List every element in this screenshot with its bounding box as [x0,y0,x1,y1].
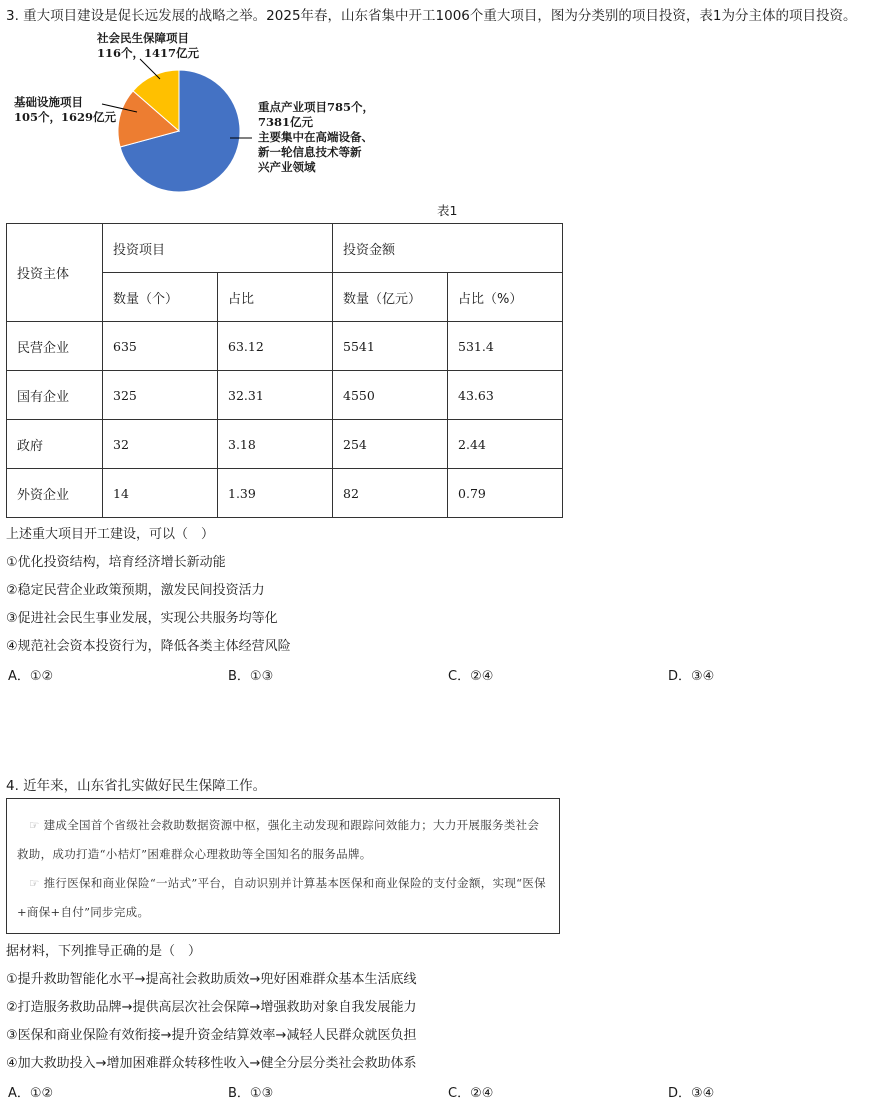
row-name: 国有企业 [7,371,103,420]
row-name: 外资企业 [7,469,103,518]
investment-table [6,223,563,518]
row-name: 民营企业 [7,322,103,371]
q4-option-2: ②打造服务救助品牌→提供高层次社会保障→增强救助对象自我发展能力 [6,1000,417,1015]
cell-count: 635 [103,322,218,371]
q3-option-2: ②稳定民营企业政策预期，激发民间投资活力 [6,583,265,598]
pointing-hand-icon: ☞ [29,818,40,832]
cell-share-pct: 2.44 [448,420,563,469]
leader-line-livelihood [140,59,160,79]
q4-choice-c[interactable]: C．②④ [448,1086,494,1101]
table-row [7,322,563,371]
q4-choice-b[interactable]: B．①③ [228,1086,274,1101]
q4-title: 4. 近年来，山东省扎实做好民生保障工作。 [6,778,267,794]
q3-choice-c[interactable]: C．②④ [448,669,494,684]
cell-count: 14 [103,469,218,518]
q4-option-4: ④加大救助投入→增加困难群众转移性收入→健全分层分类社会救助体系 [6,1056,417,1071]
q4-stem: 据材料，下列推导正确的是（ ） [6,944,202,959]
pie-label-livelihood: 社会民生保障项目 116个，1417亿元 [97,31,200,60]
q4-choice-a[interactable]: A．①② [8,1086,54,1101]
cell-money: 254 [333,420,448,469]
q3-option-4: ④规范社会资本投资行为，降低各类主体经营风险 [6,639,291,654]
cell-count: 325 [103,371,218,420]
cell-share: 32.31 [218,371,333,420]
header-count: 数量（个） [103,273,218,322]
q3-option-1: ①优化投资结构，培育经济增长新动能 [6,555,226,570]
header-money: 数量（亿元） [333,273,448,322]
q3-choice-a[interactable]: A．①② [8,669,54,684]
q4-option-1: ①提升救助智能化水平→提高社会救助质效→兜好困难群众基本生活底线 [6,972,417,987]
header-subject: 投资主体 [7,224,103,322]
q4-option-3: ③医保和商业保险有效衔接→提升资金结算效率→减轻人民群众就医负担 [6,1028,417,1043]
q3-choice-d[interactable]: D．③④ [668,669,715,684]
row-name: 政府 [7,420,103,469]
cell-share-pct: 43.63 [448,371,563,420]
header-share: 占比 [218,273,333,322]
q3-option-3: ③促进社会民生事业发展，实现公共服务均等化 [6,611,278,626]
table-row [7,469,563,518]
header-amount: 投资金额 [333,224,563,273]
material-paragraph-1: ☞ 建成全国首个省级社会救助数据资源中枢，强化主动发现和跟踪问效能力；大力开展服务类社会救助，成功打造“小桔灯”困难群众心理救助等全国知名的服务品牌。 [17,818,540,861]
table-row [7,420,563,469]
pointing-hand-icon: ☞ [29,876,40,890]
cell-money: 82 [333,469,448,518]
cell-money: 4550 [333,371,448,420]
table-row [7,371,563,420]
cell-share-pct: 0.79 [448,469,563,518]
q3-stem: 上述重大项目开工建设，可以（ ） [6,527,215,542]
material-box [6,798,560,934]
pie-label-infra: 基础设施项目 105个，1629亿元 [14,95,117,124]
cell-share-pct: 531.4 [448,322,563,371]
header-share-pct: 占比（%） [448,273,563,322]
cell-share: 1.39 [218,469,333,518]
table-caption: 表1 [437,203,458,218]
q4-choice-d[interactable]: D．③④ [668,1086,715,1101]
q3-title: 3. 重大项目建设是促长远发展的战略之举。2025年春，山东省集中开工1006个重大项目，图为分类别的项目投资，表1为分主体的项目投资。 [6,8,857,24]
cell-share: 3.18 [218,420,333,469]
q3-choice-b[interactable]: B．①③ [228,669,274,684]
pie-label-industry: 重点产业项目785个， 7381亿元 主要集中在高端设备、 新一轮信息技术等新 兴产业领域 [258,100,375,174]
cell-count: 32 [103,420,218,469]
cell-money: 5541 [333,322,448,371]
cell-share: 63.12 [218,322,333,371]
material-paragraph-2: ☞ 推行医保和商业保险“一站式”平台，自动识别并计算基本医保和商业保险的支付金额，实现“医保+商保+自付”同步完成。 [17,876,546,919]
header-items: 投资项目 [103,224,333,273]
